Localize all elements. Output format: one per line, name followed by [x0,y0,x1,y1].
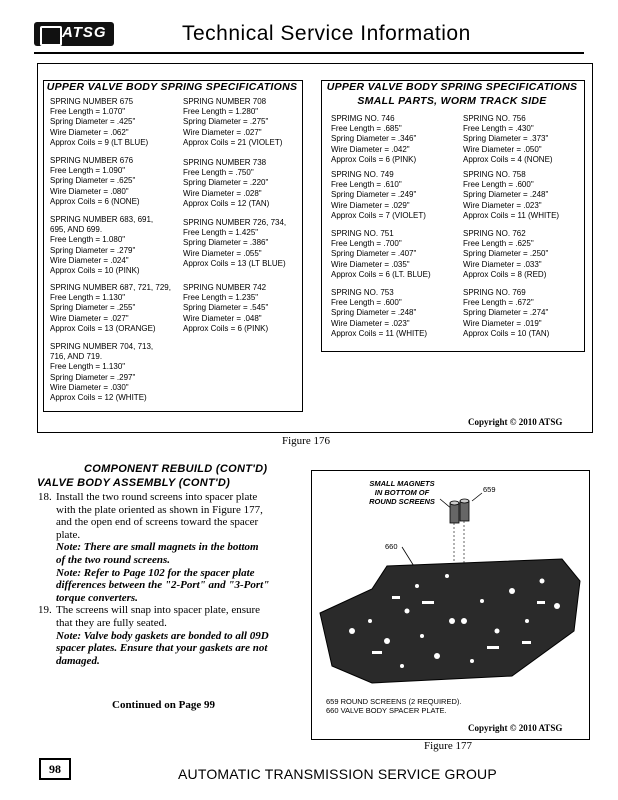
step-line: that they are fully seated. [56,616,167,629]
spec-line: SPRIMG NO. 746 [331,114,395,123]
spec-line: Spring Diameter = .425" [50,117,136,127]
spec-line: SPRING NO. 769 [463,288,526,297]
callout-line: IN BOTTOM OF [374,488,430,497]
spec-line: Free Length = .685" [331,124,402,134]
spec-line: Free Length = 1.130" [50,362,126,372]
step-number: 19. [38,604,52,617]
spring-spec-block [183,97,282,148]
spec-line: Wire Diameter = .048" [183,313,262,323]
spec-line: Spring Diameter = .279" [50,245,136,255]
note-line: of the two round screens. [56,553,170,566]
spec-line: SPRING NO. 751 [331,229,394,238]
spec-line: SPRING NO. 756 [463,114,526,123]
spring-spec-block [463,229,548,280]
spring-spec-block [183,218,286,269]
copyright-177: Copyright © 2010 ATSG [468,723,563,733]
step-line: The screens will snap into spacer plate, ensure [56,604,261,617]
spec-line: Wire Diameter = .050" [463,144,542,154]
continued-note: Continued on Page 99 [112,699,215,711]
spec-line: Free Length = .600" [463,180,534,190]
part-label-660: 660 [385,542,398,551]
spec-line: Approx Coils = 10 (PINK) [50,266,140,276]
section-subheading: VALVE BODY ASSEMBLY (CONT'D) [37,477,231,489]
spring-spec-block [463,114,553,165]
spec-line: Approx Coils = 6 (LT. BLUE) [331,269,431,279]
spec-line: SPRING NUMBER 726, 734, [183,218,287,227]
spec-line: SPRING NUMBER 704, 713, [50,342,154,351]
spec-line: Wire Diameter = .030" [50,382,129,392]
round-screen-icon [450,501,459,523]
spec-box-small-title-1: UPPER VALVE BODY SPRING SPECIFICATIONS [326,81,578,93]
spec-line: Spring Diameter = .297" [50,372,136,382]
spec-line: SPRING NUMBER 683, 691, [50,215,154,224]
spec-line: SPRING NUMBER 738 [183,158,267,167]
spec-line: Free Length = 1.080" [50,235,126,245]
spec-line: 695, AND 699. [50,225,103,235]
spec-line: Wire Diameter = .023" [331,318,410,328]
spec-line: SPRING NUMBER 742 [183,283,267,292]
spec-line: Free Length = 1.235" [183,293,259,303]
spec-line: Approx Coils = 8 (RED) [463,269,547,279]
spec-line: SPRING NUMBER 687, 721, 729, [50,283,171,292]
spec-line: Approx Coils = 12 (WHITE) [50,393,147,403]
note-line: Note: There are small magnets in the bottom [56,541,259,554]
footer-text: AUTOMATIC TRANSMISSION SERVICE GROUP [178,766,497,782]
spring-spec-block [331,288,427,339]
spring-spec-block [50,97,148,148]
page-title: Technical Service Information [182,22,471,45]
callout-line: ROUND SCREENS [369,497,435,506]
legend-line: 659 ROUND SCREENS (2 REQUIRED). [326,697,462,706]
spec-line: Wire Diameter = .042" [331,144,410,154]
copyright-176: Copyright © 2010 ATSG [468,417,563,427]
spec-line: Spring Diameter = .220" [183,178,269,188]
logo-text: ATSG [62,24,107,41]
spring-spec-block [50,156,140,207]
spec-line: 716, AND 719. [50,352,103,362]
spring-spec-block [50,342,153,403]
spec-line: Free Length = .625" [463,239,534,249]
step-number: 18. [38,491,52,503]
spec-line: Approx Coils = 13 (ORANGE) [50,323,156,333]
spec-line: Free Length = 1.090" [50,166,126,176]
spec-line: SPRING NUMBER 676 [50,156,134,165]
spring-spec-block [331,170,426,221]
logo-emblem-icon [40,26,62,46]
spec-line: Free Length = 1.130" [50,293,126,303]
spec-line: Spring Diameter = .346" [331,134,417,144]
spec-line: Wire Diameter = .027" [50,313,129,323]
spec-box-upper-title: UPPER VALVE BODY SPRING SPECIFICATIONS [46,81,298,93]
part-label-659: 659 [483,485,496,494]
section-heading: COMPONENT REBUILD (CONT'D) [84,463,268,475]
figure-177-frame [311,470,590,740]
spec-line: Free Length = 1.425" [183,228,259,238]
spec-box-small-title-2: SMALL PARTS, WORM TRACK SIDE [357,95,547,107]
note-line: torque converters. [56,591,138,604]
spec-line: Wire Diameter = .035" [331,259,410,269]
spec-line: Spring Diameter = .248" [331,308,417,318]
spec-line: Approx Coils = 13 (LT BLUE) [183,258,286,268]
figure-177-caption: Figure 177 [424,740,472,752]
spec-line: Approx Coils = 4 (NONE) [463,154,553,164]
atsg-logo [34,22,114,46]
spec-line: Approx Coils = 7 (VIOLET) [331,210,426,220]
spring-spec-block [463,170,559,221]
spec-line: Wire Diameter = .029" [331,200,410,210]
spec-line: Spring Diameter = .386" [183,238,269,248]
spec-line: SPRING NO. 758 [463,170,526,179]
round-screen-icon [460,499,469,521]
spec-line: Free Length = 1.280" [183,107,259,117]
spec-line: Spring Diameter = .407" [331,249,417,259]
spec-line: Spring Diameter = .373" [463,134,549,144]
spec-line: Free Length = 1.070" [50,107,126,117]
spring-spec-block [331,229,431,280]
spec-line: Wire Diameter = .080" [50,186,129,196]
spec-line: Spring Diameter = .248" [463,190,549,200]
spec-line: Approx Coils = 6 (PINK) [183,323,269,333]
spec-line: Approx Coils = 6 (NONE) [50,196,140,206]
spring-spec-block [463,288,549,339]
spec-line: SPRING NUMBER 675 [50,97,134,106]
spec-line: SPRING NO. 749 [331,170,394,179]
spec-line: SPRING NO. 753 [331,288,394,297]
figure-177-legend [326,697,461,715]
step-line: Install the two round screens into spacer plate [56,491,258,503]
spacer-plate-icon [320,559,580,683]
spec-line: Spring Diameter = .275" [183,117,269,127]
spec-line: Free Length = .750" [183,168,254,178]
spec-line: Free Length = .672" [463,298,534,308]
leader-line [472,493,482,501]
spec-line: Spring Diameter = .545" [183,303,269,313]
spring-spec-block [331,114,416,165]
spec-line: Wire Diameter = .055" [183,248,262,258]
legend-line: 660 VALVE BODY SPACER PLATE. [326,706,447,715]
spec-line: Wire Diameter = .023" [463,200,542,210]
spring-spec-block [183,283,268,334]
spec-line: Spring Diameter = .249" [331,190,417,200]
spec-line: SPRING NO. 762 [463,229,526,238]
spec-line: Free Length = .610" [331,180,402,190]
spring-spec-block [50,215,153,276]
note-line: spacer plates. Ensure that your gaskets are not [56,642,268,655]
note-line: Note: Refer to Page 102 for the spacer plate [56,566,255,579]
spec-line: Spring Diameter = .250" [463,249,549,259]
spec-line: Approx Coils = 12 (TAN) [183,198,270,208]
spec-line: Spring Diameter = .255" [50,303,136,313]
page-number: 98 [39,758,71,780]
instructions-body [38,491,308,667]
spring-spec-block [50,283,171,334]
step-line: with the plate oriented as shown in Figure 177, [56,503,263,516]
spec-line: Approx Coils = 21 (VIOLET) [183,137,283,147]
step-line: and the open end of screens toward the spacer [56,516,259,529]
spec-line: Free Length = .600" [331,298,402,308]
figure-176-caption: Figure 176 [282,435,330,447]
spec-line: Wire Diameter = .027" [183,127,262,137]
spec-line: Approx Coils = 10 (TAN) [463,328,550,338]
spec-line: Wire Diameter = .062" [50,127,129,137]
note-line: damaged. [56,654,100,667]
note-line: Note: Valve body gaskets are bonded to all 09D [56,629,269,642]
callout-line: SMALL MAGNETS [369,479,435,488]
spec-line: Free Length = .430" [463,124,534,134]
spec-line: Wire Diameter = .028" [183,188,262,198]
spec-line: SPRING NUMBER 708 [183,97,267,106]
spec-line: Approx Coils = 9 (LT BLUE) [50,137,149,147]
spec-line: Approx Coils = 6 (PINK) [331,154,417,164]
spec-line: Wire Diameter = .024" [50,255,129,265]
header-divider [34,52,584,54]
spec-line: Approx Coils = 11 (WHITE) [463,210,560,220]
spec-line: Wire Diameter = .033" [463,259,542,269]
spec-line: Spring Diameter = .625" [50,176,136,186]
spec-line: Free Length = .700" [331,239,402,249]
step-line: plate. [56,528,81,541]
spec-line: Approx Coils = 11 (WHITE) [331,328,428,338]
spec-line: Wire Diameter = .019" [463,318,542,328]
note-line: differences between the "2-Port" and "3-Port" [56,579,270,592]
spec-line: Spring Diameter = .274" [463,308,549,318]
spring-spec-block [183,158,269,209]
